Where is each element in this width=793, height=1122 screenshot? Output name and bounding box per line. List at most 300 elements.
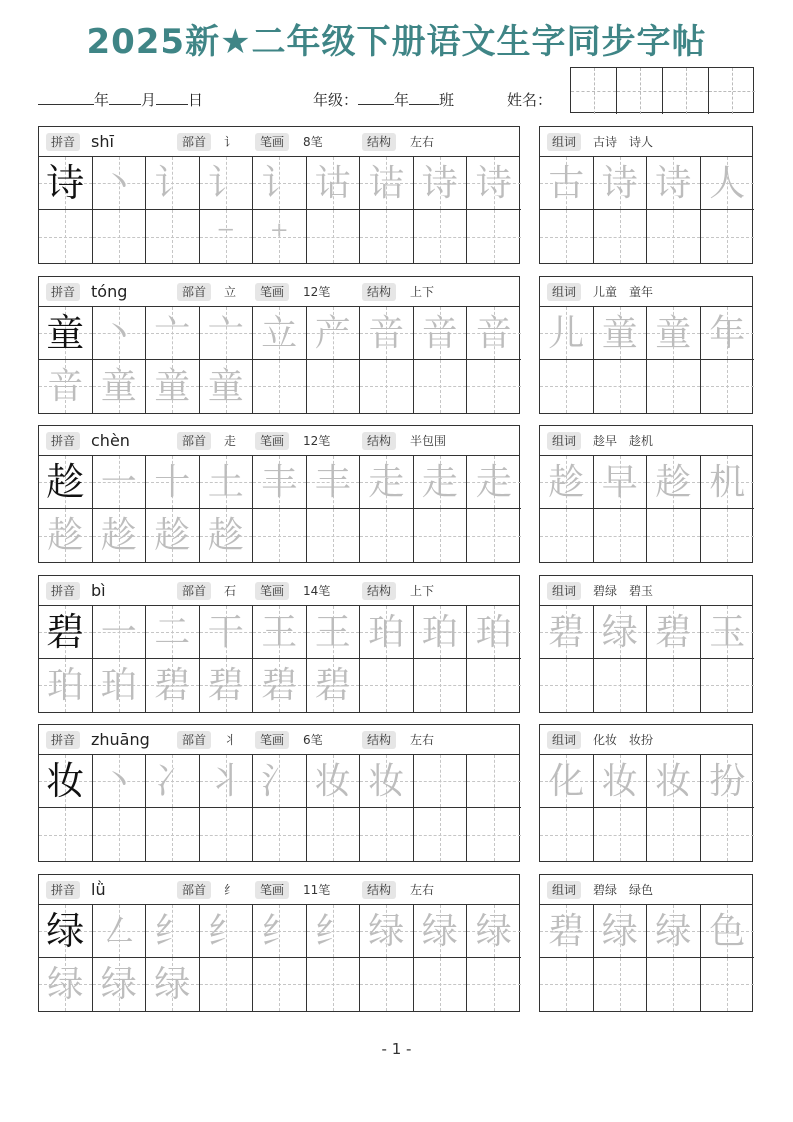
structure-tag: 结构 (362, 432, 396, 450)
practice-cell[interactable] (540, 659, 594, 712)
words-tag: 组词 (547, 432, 581, 450)
grade-blank[interactable] (358, 88, 394, 105)
model-char-cell[interactable] (39, 157, 93, 210)
structure-tag: 结构 (362, 731, 396, 749)
trace-char: 讠⁻ (207, 163, 244, 257)
trace-char: 绿 (475, 910, 512, 952)
name-grid[interactable] (570, 67, 754, 113)
structure-value: 左右 (410, 733, 435, 747)
char-info-header (39, 725, 519, 755)
practice-cell[interactable] (146, 905, 200, 958)
practice-cell[interactable] (540, 157, 594, 210)
practice-cell[interactable] (307, 606, 361, 659)
trace-char: 音 (368, 312, 405, 354)
practice-cell[interactable] (307, 808, 361, 861)
practice-cell[interactable] (200, 905, 254, 958)
practice-cell[interactable] (467, 958, 521, 1011)
practice-cell[interactable] (540, 808, 594, 861)
practice-cell[interactable] (701, 456, 755, 509)
word-header (540, 576, 752, 606)
word-practice-panel (539, 874, 753, 1012)
trace-char: 氵 (261, 761, 298, 802)
trace-char: 王 (314, 611, 351, 653)
trace-char: 冫 (154, 761, 191, 802)
practice-cell[interactable] (93, 509, 147, 562)
practice-cell[interactable] (414, 509, 468, 562)
practice-cell[interactable] (146, 606, 200, 659)
practice-cell[interactable] (39, 808, 93, 861)
page-number: - 1 - (381, 1040, 412, 1058)
trace-char: 碧 (655, 611, 692, 653)
practice-cell[interactable] (360, 509, 414, 562)
practice-cell[interactable] (200, 157, 254, 257)
practice-cell[interactable] (414, 456, 468, 509)
radical-tag: 部首 (177, 582, 211, 600)
pinyin-tag: 拼音 (46, 731, 80, 749)
year-blank[interactable] (38, 88, 94, 105)
practice-cell[interactable] (253, 905, 307, 958)
practice-cell[interactable] (701, 210, 755, 263)
practice-cell[interactable] (701, 606, 755, 659)
model-char: 碧 (46, 609, 85, 654)
trace-char: 趁 (100, 515, 137, 556)
practice-cell[interactable] (467, 157, 521, 210)
char-practice-panel (38, 724, 520, 862)
trace-char: 丰 (261, 462, 298, 503)
trace-char: 绿 (655, 910, 692, 952)
practice-cell[interactable] (540, 606, 594, 659)
practice-cell[interactable] (93, 157, 147, 210)
strokes-tag: 笔画 (255, 731, 289, 749)
practice-cell[interactable] (360, 659, 414, 712)
practice-cell[interactable] (360, 606, 414, 659)
practice-cell[interactable] (647, 456, 701, 509)
practice-cell[interactable] (647, 659, 701, 712)
grade-label: 年级： (313, 91, 359, 109)
practice-cell[interactable] (360, 755, 414, 808)
words-tag: 组词 (547, 283, 581, 301)
practice-cell[interactable] (540, 958, 594, 1011)
model-char: 妆 (46, 759, 85, 803)
model-char-cell[interactable] (39, 905, 93, 958)
practice-cell[interactable] (200, 958, 254, 1011)
model-char: 绿 (46, 908, 85, 953)
trace-char: 诂 (314, 163, 351, 204)
trace-char: 碧 (261, 664, 298, 706)
practice-cell[interactable] (253, 659, 307, 712)
trace-char: 绿 (100, 963, 137, 1005)
practice-cell[interactable] (594, 755, 648, 808)
practice-cell[interactable] (146, 659, 200, 712)
word-practice-panel (539, 575, 753, 713)
practice-cell[interactable] (307, 157, 361, 210)
trace-char: 珀 (100, 664, 137, 706)
words-value: 碧绿 绿色 (593, 882, 654, 897)
practice-cell[interactable] (467, 808, 521, 861)
word-practice-panel (539, 425, 753, 563)
trace-char: 讠⁺ (261, 163, 298, 257)
trace-char: 绿 (47, 963, 84, 1005)
practice-cell[interactable] (360, 307, 414, 360)
practice-cell[interactable] (93, 755, 147, 808)
practice-cell[interactable] (253, 606, 307, 659)
practice-cell[interactable] (467, 905, 521, 958)
practice-cell[interactable] (467, 509, 521, 562)
strokes-value: 12笔 (303, 284, 331, 299)
trace-char: 机 (709, 462, 746, 503)
practice-cell[interactable] (146, 509, 200, 562)
practice-cell[interactable] (253, 755, 307, 808)
practice-cell[interactable] (467, 360, 521, 413)
trace-char: 童 (601, 312, 638, 354)
strokes-tag: 笔画 (255, 582, 289, 600)
practice-cell[interactable] (647, 157, 701, 210)
trace-char: 趁 (47, 515, 84, 556)
trace-char: 丶 (100, 163, 137, 204)
practice-cell[interactable] (307, 307, 361, 360)
trace-char: 童 (655, 312, 692, 354)
practice-cell[interactable] (414, 360, 468, 413)
practice-cell[interactable] (146, 157, 200, 210)
name-grid-cell[interactable] (571, 68, 617, 114)
words-value: 儿童 童年 (593, 284, 654, 299)
practice-cell[interactable] (360, 456, 414, 509)
trace-char: 音 (421, 312, 458, 354)
practice-cell[interactable] (200, 456, 254, 509)
practice-cell[interactable] (467, 307, 521, 360)
practice-cell[interactable] (93, 905, 147, 958)
practice-cell[interactable] (200, 606, 254, 659)
practice-cell[interactable] (253, 210, 307, 263)
practice-cell[interactable] (360, 360, 414, 413)
trace-char: 走 (475, 462, 512, 503)
trace-char: 化 (548, 761, 585, 802)
word-header (540, 875, 752, 905)
practice-cell[interactable] (594, 360, 648, 413)
pinyin-value: bì (91, 580, 106, 600)
practice-cell[interactable] (594, 307, 648, 360)
trace-char: 纟 (261, 910, 298, 952)
practice-cell[interactable] (647, 905, 701, 958)
practice-cell[interactable] (39, 958, 93, 1011)
practice-cell[interactable] (701, 659, 755, 712)
practice-cell[interactable] (307, 755, 361, 808)
strokes-tag: 笔画 (255, 881, 289, 899)
trace-char: 纟 (207, 910, 244, 952)
practice-cell[interactable] (200, 360, 254, 413)
trace-char: 诗 (421, 163, 458, 204)
words-tag: 组词 (547, 133, 581, 151)
trace-char: 诘 (368, 163, 405, 204)
practice-cell[interactable] (360, 157, 414, 210)
name-grid-cell[interactable] (617, 68, 663, 114)
practice-cell[interactable] (540, 509, 594, 562)
practice-cell[interactable] (414, 157, 468, 210)
trace-char: 珀 (368, 611, 405, 653)
practice-cell[interactable] (594, 958, 648, 1011)
trace-char: 纟 (314, 910, 351, 952)
practice-cell[interactable] (93, 360, 147, 413)
practice-cell[interactable] (360, 210, 414, 263)
trace-char: 趁 (154, 515, 191, 556)
trace-char: 土 (207, 462, 244, 503)
practice-cell[interactable] (540, 360, 594, 413)
model-char-cell[interactable] (39, 456, 93, 509)
practice-cell[interactable] (39, 659, 93, 712)
trace-char: 走 (368, 462, 405, 503)
words-value: 古诗 诗人 (593, 135, 654, 149)
trace-char: 十 (154, 462, 191, 503)
word-header (540, 725, 752, 755)
practice-cell[interactable] (594, 509, 648, 562)
practice-cell[interactable] (467, 456, 521, 509)
trace-char: 讠 (154, 163, 191, 204)
radical-tag: 部首 (177, 432, 211, 450)
practice-cell[interactable] (93, 659, 147, 712)
pinyin-value: zhuāng (91, 730, 150, 749)
strokes-value: 6笔 (303, 733, 323, 747)
practice-cell[interactable] (93, 307, 147, 360)
practice-cell[interactable] (647, 509, 701, 562)
practice-cell[interactable] (307, 905, 361, 958)
radical-value: 纟 (224, 882, 237, 897)
trace-char: 丰 (314, 462, 351, 503)
practice-cell[interactable] (594, 210, 648, 263)
practice-cell[interactable] (146, 360, 200, 413)
practice-cell[interactable] (414, 606, 468, 659)
practice-cell[interactable] (200, 808, 254, 861)
practice-cell[interactable] (647, 307, 701, 360)
char-info-header (39, 426, 519, 456)
radical-value: 讠 (224, 135, 237, 149)
trace-char: 古 (548, 163, 585, 204)
practice-cell[interactable] (594, 456, 648, 509)
trace-char: 妆 (368, 761, 405, 802)
words-value: 趁早 趁机 (593, 434, 654, 448)
practice-cell[interactable] (467, 659, 521, 712)
words-value: 化妆 妆扮 (593, 733, 654, 747)
practice-cell[interactable] (540, 210, 594, 263)
practice-cell[interactable] (200, 755, 254, 808)
practice-cell[interactable] (146, 808, 200, 861)
trace-char: 一 (100, 611, 137, 653)
pinyin-tag: 拼音 (46, 582, 80, 600)
practice-cell[interactable] (360, 808, 414, 861)
practice-cell[interactable] (701, 958, 755, 1011)
practice-cell[interactable] (540, 307, 594, 360)
practice-cell[interactable] (414, 210, 468, 263)
practice-cell[interactable] (467, 755, 521, 808)
trace-char: 绿 (601, 910, 638, 952)
word-practice-panel (539, 276, 753, 414)
strokes-tag: 笔画 (255, 283, 289, 301)
practice-cell[interactable] (594, 808, 648, 861)
model-char-cell[interactable] (39, 606, 93, 659)
practice-cell[interactable] (307, 958, 361, 1011)
practice-cell[interactable] (414, 905, 468, 958)
date-field[interactable] (38, 88, 203, 112)
practice-cell[interactable] (467, 210, 521, 263)
char-practice-panel (38, 575, 520, 713)
practice-cell[interactable] (253, 307, 307, 360)
structure-tag: 结构 (362, 881, 396, 899)
trace-char: 丶 (100, 312, 137, 354)
practice-cell[interactable] (701, 360, 755, 413)
practice-cell[interactable] (540, 755, 594, 808)
trace-char: 儿 (548, 312, 585, 354)
practice-cell[interactable] (701, 905, 755, 958)
page-title: 2025新★二年级下册语文生字同步字帖 (86, 22, 707, 62)
year-label: 年 (94, 91, 110, 109)
practice-cell[interactable] (93, 456, 147, 509)
model-char-cell[interactable] (39, 307, 93, 360)
pinyin-tag: 拼音 (46, 432, 80, 450)
trace-char: 王 (261, 611, 298, 653)
word-practice-panel (539, 724, 753, 862)
trace-char: 丶 (100, 761, 137, 802)
trace-char: 童 (207, 365, 244, 407)
practice-cell[interactable] (414, 659, 468, 712)
practice-cell[interactable] (647, 958, 701, 1011)
structure-tag: 结构 (362, 283, 396, 301)
practice-cell[interactable] (594, 659, 648, 712)
practice-cell[interactable] (200, 307, 254, 360)
practice-cell[interactable] (307, 360, 361, 413)
strokes-value: 14笔 (303, 583, 331, 598)
trace-char: 碧 (207, 664, 244, 706)
pinyin-tag: 拼音 (46, 133, 80, 151)
trace-char: 早 (601, 462, 638, 503)
practice-cell[interactable] (307, 456, 361, 509)
class-blank[interactable] (409, 88, 439, 105)
trace-char: 碧 (314, 664, 351, 706)
practice-cell[interactable] (253, 456, 307, 509)
practice-cell[interactable] (594, 606, 648, 659)
trace-char: 年 (709, 312, 746, 354)
practice-cell[interactable] (540, 905, 594, 958)
practice-cell[interactable] (93, 808, 147, 861)
practice-cell[interactable] (414, 755, 468, 808)
practice-cell[interactable] (647, 360, 701, 413)
practice-cell[interactable] (701, 157, 755, 210)
practice-cell[interactable] (39, 509, 93, 562)
words-tag: 组词 (547, 731, 581, 749)
practice-cell[interactable] (414, 808, 468, 861)
strokes-value: 8笔 (303, 135, 323, 149)
trace-char: 亠 (207, 312, 244, 354)
practice-cell[interactable] (146, 958, 200, 1011)
practice-cell[interactable] (253, 509, 307, 562)
practice-cell[interactable] (200, 509, 254, 562)
practice-cell[interactable] (253, 360, 307, 413)
practice-cell[interactable] (701, 509, 755, 562)
day-blank[interactable] (156, 88, 188, 105)
practice-cell[interactable] (414, 307, 468, 360)
month-blank[interactable] (109, 88, 141, 105)
pinyin-value: shī (91, 132, 114, 151)
char-info-header (39, 277, 519, 307)
trace-char: 妆 (314, 761, 351, 802)
practice-cell[interactable] (360, 958, 414, 1011)
name-grid-cell[interactable] (709, 68, 755, 114)
trace-char: 扮 (709, 761, 746, 802)
trace-char: 碧 (154, 664, 191, 706)
radical-value: 石 (224, 583, 237, 598)
trace-char: 诗 (601, 163, 638, 204)
practice-cell[interactable] (540, 456, 594, 509)
practice-cell[interactable] (146, 755, 200, 808)
practice-cell[interactable] (200, 210, 254, 263)
words-tag: 组词 (547, 881, 581, 899)
practice-cell[interactable] (307, 210, 361, 263)
model-char: 童 (46, 310, 85, 355)
trace-char: 一 (100, 462, 137, 503)
practice-cell[interactable] (594, 157, 648, 210)
trace-char: 诗 (655, 163, 692, 204)
structure-tag: 结构 (362, 133, 396, 151)
char-practice-panel (38, 276, 520, 414)
words-value: 碧绿 碧玉 (593, 583, 654, 598)
radical-tag: 部首 (177, 283, 211, 301)
practice-cell[interactable] (307, 509, 361, 562)
practice-cell[interactable] (93, 606, 147, 659)
model-char: 趁 (46, 460, 85, 504)
practice-cell[interactable] (467, 606, 521, 659)
practice-cell[interactable] (647, 808, 701, 861)
structure-value: 左右 (410, 135, 435, 149)
char-practice-panel (38, 126, 520, 264)
trace-char: 干 (207, 611, 244, 653)
name-grid-cell[interactable] (663, 68, 709, 114)
practice-cell[interactable] (200, 659, 254, 712)
practice-cell[interactable] (93, 958, 147, 1011)
trace-char: 童 (154, 365, 191, 407)
trace-char: 音 (475, 312, 512, 354)
name-label: 姓名： (507, 91, 553, 109)
practice-cell[interactable] (39, 360, 93, 413)
practice-cell[interactable] (93, 210, 147, 263)
practice-cell[interactable] (253, 157, 307, 257)
practice-cell[interactable] (701, 307, 755, 360)
practice-cell[interactable] (701, 808, 755, 861)
practice-cell[interactable] (307, 659, 361, 712)
practice-cell[interactable] (360, 905, 414, 958)
practice-cell[interactable] (253, 808, 307, 861)
practice-cell[interactable] (647, 755, 701, 808)
words-tag: 组词 (547, 582, 581, 600)
practice-cell[interactable] (146, 210, 200, 263)
pinyin-value: tóng (91, 281, 128, 301)
practice-cell[interactable] (701, 755, 755, 808)
practice-cell[interactable] (594, 905, 648, 958)
practice-cell[interactable] (647, 606, 701, 659)
practice-cell[interactable] (146, 456, 200, 509)
char-practice-panel (38, 425, 520, 563)
practice-cell[interactable] (39, 210, 93, 263)
word-practice-panel (539, 126, 753, 264)
pinyin-value: lǜ (91, 879, 106, 899)
practice-cell[interactable] (647, 210, 701, 263)
practice-cell[interactable] (253, 958, 307, 1011)
grade-field[interactable] (313, 88, 454, 112)
trace-char: 诗 (475, 163, 512, 204)
trace-char: 音 (47, 365, 84, 407)
practice-cell[interactable] (146, 307, 200, 360)
radical-tag: 部首 (177, 881, 211, 899)
practice-cell[interactable] (414, 958, 468, 1011)
model-char-cell[interactable] (39, 755, 93, 808)
grade-unit: 年 (394, 91, 410, 109)
